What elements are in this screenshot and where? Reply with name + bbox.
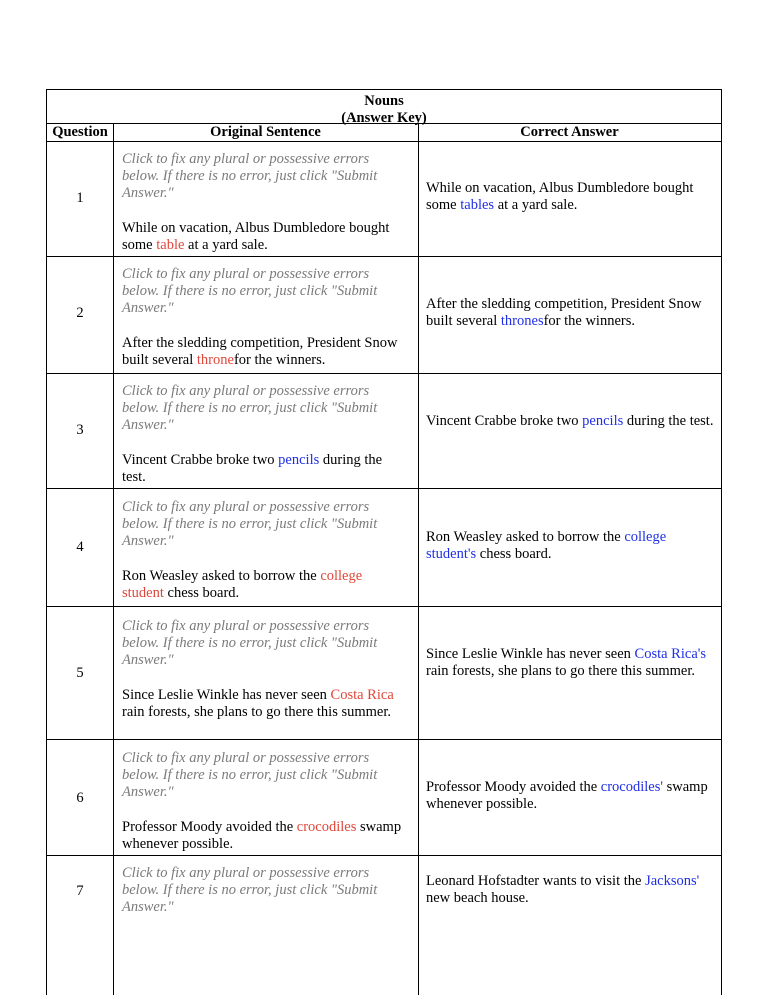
table-row <box>47 606 721 739</box>
header-question: Question <box>52 124 108 140</box>
corrected-word: pencils <box>582 413 624 429</box>
table-row <box>47 488 721 606</box>
corrected-word: tables <box>460 197 495 213</box>
question-number: 2 <box>76 305 84 321</box>
corrected-word: crocodiles' <box>600 779 663 795</box>
original-sentence-cell[interactable] <box>122 499 407 602</box>
question-number: 7 <box>76 883 84 899</box>
correct-answer: While on vacation, Albus Dumbledore bought some tables at a yard sale. <box>426 180 694 213</box>
error-word[interactable]: table <box>156 237 185 253</box>
correct-answer: Since Leslie Winkle has never seen Costa Rica's rain forests, she plans to go there this summer. <box>426 646 707 679</box>
question-number: 3 <box>76 422 84 438</box>
instruction-text: Click to fix any plural or possessive errors below. If there is no error, just click "Submit Answer." <box>122 618 378 668</box>
correct-answer: Professor Moody avoided the crocodiles' swamp whenever possible. <box>426 779 708 812</box>
title-line-1: Nouns <box>364 93 404 109</box>
original-sentence-cell[interactable] <box>122 266 407 369</box>
instruction-text: Click to fix any plural or possessive errors below. If there is no error, just click "Submit Answer." <box>122 151 378 201</box>
error-word[interactable]: college student <box>122 568 363 601</box>
correct-answer: Leonard Hofstadter wants to visit the Jacksons' new beach house. <box>426 873 700 906</box>
instruction-text: Click to fix any plural or possessive errors below. If there is no error, just click "Submit Answer." <box>122 499 378 549</box>
error-word[interactable]: throne <box>196 352 234 368</box>
header-original-sentence: Original Sentence <box>210 124 321 140</box>
original-sentence-cell[interactable] <box>122 750 407 853</box>
correct-answer: Vincent Crabbe broke two pencils during the test. <box>426 413 714 429</box>
instruction-text: Click to fix any plural or possessive errors below. If there is no error, just click "Submit Answer." <box>122 383 378 433</box>
original-sentence: Ron Weasley asked to borrow the college student chess board. <box>122 568 363 601</box>
table-row <box>47 256 721 373</box>
original-sentence: While on vacation, Albus Dumbledore bought some table at a yard sale. <box>122 220 390 253</box>
table-row <box>47 739 721 855</box>
instruction-text: Click to fix any plural or possessive errors below. If there is no error, just click "Submit Answer." <box>122 865 378 915</box>
question-number: 1 <box>76 190 84 206</box>
table-row <box>47 373 721 488</box>
target-word[interactable]: pencils <box>278 452 320 468</box>
original-sentence-cell[interactable] <box>122 151 407 254</box>
original-sentence: Vincent Crabbe broke two pencils during the test. <box>122 452 383 485</box>
header-correct-answer: Correct Answer <box>520 124 619 140</box>
correct-answer: Ron Weasley asked to borrow the college student's chess board. <box>426 529 667 562</box>
original-sentence-cell[interactable] <box>122 618 407 721</box>
corrected-word: thrones <box>500 313 544 329</box>
original-sentence-cell[interactable] <box>122 383 407 486</box>
original-sentence: Professor Moody avoided the crocodiles swamp whenever possible. <box>122 819 402 852</box>
corrected-word: Jacksons' <box>645 873 700 889</box>
answer-key-table <box>46 89 722 995</box>
error-word[interactable]: Costa Rica <box>330 687 394 703</box>
question-number: 6 <box>76 790 84 806</box>
original-sentence: Since Leslie Winkle has never seen Costa Rica rain forests, she plans to go there this summer. <box>122 687 394 720</box>
table-row <box>47 141 721 256</box>
instruction-text: Click to fix any plural or possessive errors below. If there is no error, just click "Submit Answer." <box>122 750 378 800</box>
error-word[interactable]: crocodiles <box>296 819 357 835</box>
instruction-text: Click to fix any plural or possessive errors below. If there is no error, just click "Submit Answer." <box>122 266 378 316</box>
original-sentence: After the sledding competition, President Snow built several thronefor the winners. <box>122 335 398 368</box>
correct-answer: After the sledding competition, President Snow built several thronesfor the winners. <box>426 296 702 329</box>
table-row <box>47 855 721 995</box>
original-sentence-cell[interactable] <box>122 865 407 916</box>
question-number: 5 <box>76 665 84 681</box>
question-number: 4 <box>76 539 84 555</box>
title-line-2: (Answer Key) <box>341 110 427 126</box>
corrected-word: Costa Rica's <box>634 646 707 662</box>
corrected-word: college student's <box>426 529 667 562</box>
